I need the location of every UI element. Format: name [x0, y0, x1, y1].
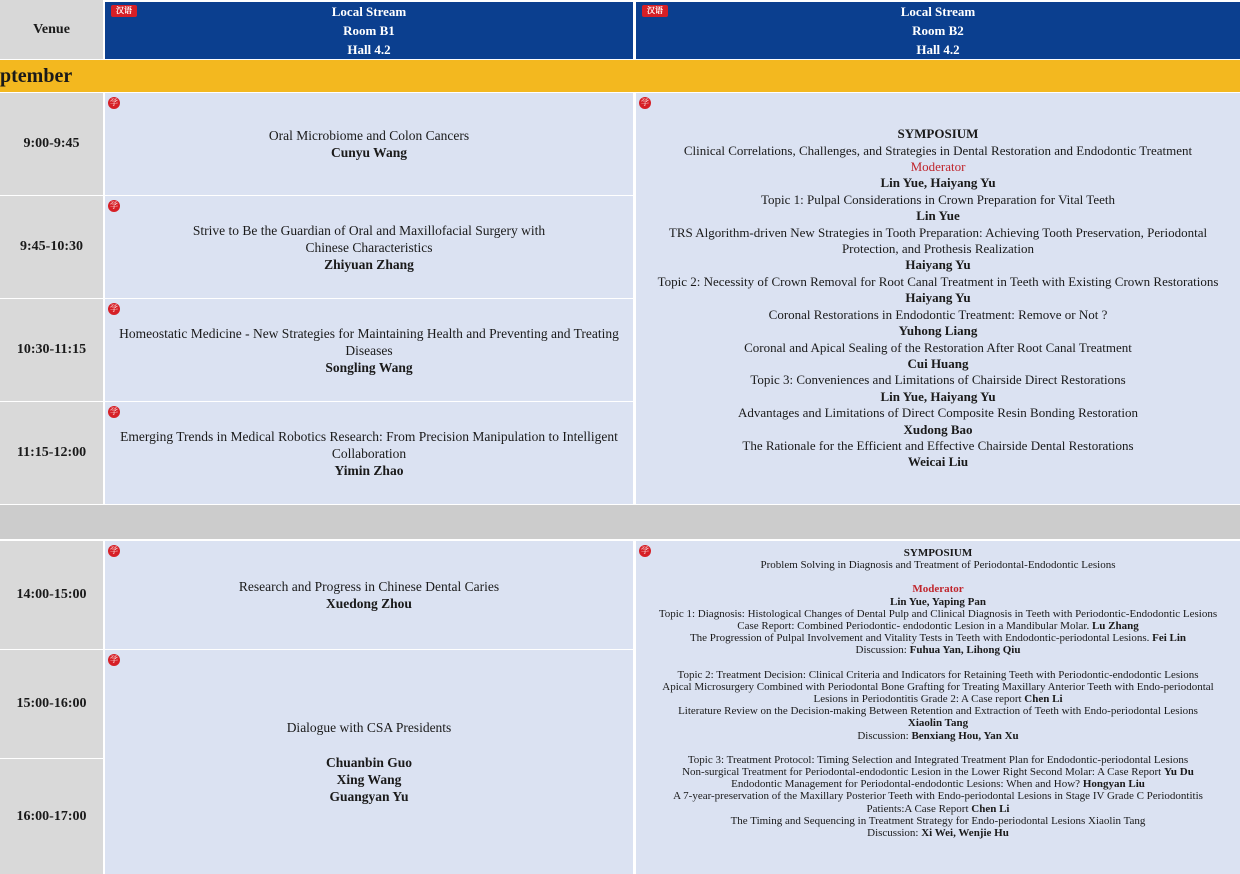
col2-hall-header [636, 40, 1240, 59]
col1-stream-header [105, 2, 633, 21]
symposium-line-text: Lin Yue, Yaping Pan [890, 595, 986, 608]
col2-room: Room B2 [912, 23, 964, 38]
session-cell[interactable] [105, 196, 633, 298]
symposium-line-text: Coronal and Apical Sealing of the Restoration After Root Canal Treatment [744, 339, 1132, 355]
symposium-line-text: Haiyang Yu [905, 257, 971, 273]
symposium-line-text: SYMPOSIUM [903, 547, 973, 559]
col2-stream-header [636, 2, 1240, 21]
symposium-line-text: Topic 1: Diagnosis: Histological Changes of Dental Pulp and Clinical Diagnosis in Teeth with Periodontic-Endodontic Lesions [658, 607, 1218, 620]
session-title: Homeostatic Medicine - New Strategies for Maintaining Health and Preventing and Treating Diseases [119, 325, 619, 358]
symposium-line-text: Topic 2: Necessity of Crown Removal for Root Canal Treatment in Teeth with Existing Crown Restorations [657, 273, 1219, 289]
symposium-line-speaker: Lu Zhang [1091, 620, 1139, 633]
session-cell[interactable] [105, 299, 633, 401]
symposium-line [650, 790, 1226, 814]
symposium-line-text: A 7-year-preservation of the Maxillary Posterior Teeth with Endo-periodontal Lesions in Stage IV Grade C Periodontitis Patients:A Case Report [673, 790, 1203, 815]
session-cell[interactable] [105, 541, 633, 649]
symposium-line-text: Topic 1: Pulpal Considerations in Crown Preparation for Vital Teeth [760, 191, 1115, 207]
session-speaker: Chuanbin Guo [326, 755, 412, 770]
session-title: Emerging Trends in Medical Robotics Research: From Precision Manipulation to Intelligent Collaboration [120, 428, 618, 461]
col1-hall: Hall 4.2 [347, 42, 391, 57]
symposium-line [880, 175, 995, 191]
symposium-line-text: Case Report: Combined Periodontic- endodontic Lesion in a Mandibular Molar. [737, 620, 1090, 633]
symposium-line-text: Lin Yue, Haiyang Yu [880, 175, 996, 191]
symposium-line [646, 225, 1230, 258]
symposium-line-text: The Timing and Sequencing in Treatment Strategy for Endo-periodontal Lesions Xiaolin Tang [730, 814, 1146, 827]
session-cell[interactable] [105, 93, 633, 195]
symposium-line-text: Advantages and Limitations of Direct Composite Resin Bonding Restoration [737, 405, 1139, 421]
academic-session-icon: 学 [110, 304, 118, 313]
col1-stream: Local Stream [331, 4, 407, 19]
symposium-line-text: Discussion: [867, 827, 919, 840]
session-speaker: Guangyan Yu [329, 789, 409, 804]
symposium-line [659, 608, 1217, 620]
venue-label: Venue [33, 21, 70, 37]
time-slot: 10:30-11:15 [0, 299, 103, 401]
symposium-line [742, 438, 1133, 454]
symposium-line-text: Endodontic Management for Periodontal-endodontic Lesions: When and How? [731, 778, 1081, 791]
session-title: Strive to Be the Guardian of Oral and Maxillofacial Surgery with Chinese Characteristics [192, 222, 546, 255]
symposium-line [905, 290, 970, 306]
symposium-line-speaker: Yu Du [1164, 766, 1194, 779]
symposium-line-text: Topic 3: Treatment Protocol: Timing Selection and Integrated Treatment Plan for Endodontic-periodontal Lesions [687, 753, 1189, 766]
symposium-line-text: Literature Review on the Decision-making Between Retention and Extraction of Teeth with Endo-periodontal Lesions [678, 705, 1198, 718]
academic-session-icon: 学 [641, 98, 649, 107]
symposium-line-speaker: Benxiang Hou, Yan Xu [911, 729, 1019, 742]
session-title: Research and Progress in Chinese Dental Caries [238, 579, 500, 594]
symposium-line [911, 159, 966, 175]
symposium-line [880, 389, 995, 405]
chinese-language-badge-icon: 汉语 [111, 5, 137, 17]
symposium-line [904, 422, 973, 438]
symposium-cell-morning[interactable] [636, 93, 1240, 504]
time-slot: 14:00-15:00 [0, 541, 103, 649]
symposium-line-speaker: Xi Wei, Wenjie Hu [921, 827, 1009, 840]
col1-room-header [105, 21, 633, 40]
symposium-line [908, 717, 968, 729]
academic-session-icon: 学 [110, 546, 118, 555]
symposium-line-text: Moderator [910, 159, 966, 175]
session-title: Oral Microbiome and Colon Cancers [268, 128, 470, 143]
symposium-line-text: Lin Yue [916, 208, 960, 224]
symposium-line-text: Non-surgical Treatment for Periodontal-endodontic Lesion in the Lower Right Second Molar: A Case Report [682, 766, 1162, 779]
academic-session-icon: 学 [110, 407, 118, 416]
symposium-line [678, 705, 1198, 717]
symposium-line [769, 307, 1108, 323]
symposium-line [678, 669, 1199, 681]
time-slot: 9:45-10:30 [0, 196, 103, 298]
academic-session-icon: 学 [110, 98, 118, 107]
time-slot: 15:00-16:00 [0, 650, 103, 758]
symposium-line-text: Clinical Correlations, Challenges, and Strategies in Dental Restoration and Endodontic Treatment [683, 142, 1193, 158]
symposium-line [856, 644, 1021, 656]
col2-room-header [636, 21, 1240, 40]
session-cell[interactable] [105, 402, 633, 504]
symposium-line [682, 766, 1194, 778]
symposium-line [684, 143, 1192, 159]
symposium-line-speaker: Chen Li [1024, 693, 1063, 706]
date-band [0, 60, 1240, 92]
session-speaker: Xuedong Zhou [326, 596, 412, 611]
symposium-line [907, 356, 968, 372]
symposium-line [912, 583, 963, 595]
symposium-line-text: Haiyang Yu [905, 290, 971, 306]
symposium-line-speaker: Fuhua Yan, Lihong Qiu [909, 644, 1021, 657]
academic-session-icon: 学 [110, 655, 118, 664]
symposium-line-text: Xiaolin Tang [907, 717, 969, 730]
symposium-line [738, 405, 1138, 421]
symposium-line [916, 208, 959, 224]
symposium-line [899, 323, 978, 339]
symposium-line [760, 559, 1115, 571]
symposium-line-text: Cui Huang [907, 355, 969, 371]
academic-session-icon: 学 [641, 546, 649, 555]
symposium-line [737, 620, 1138, 632]
academic-session-icon: 学 [110, 201, 118, 210]
symposium-line [761, 192, 1115, 208]
session-speaker: Cunyu Wang [331, 145, 407, 160]
symposium-line-text: The Rationale for the Efficient and Effective Chairside Dental Restorations [742, 437, 1134, 453]
symposium-line [908, 454, 968, 470]
session-title: Dialogue with CSA Presidents [286, 720, 452, 735]
date-band-label: ptember [0, 65, 73, 87]
col1-hall-header [105, 40, 633, 59]
symposium-line [750, 372, 1125, 388]
symposium-line-text: TRS Algorithm-driven New Strategies in Tooth Preparation: Achieving Tooth Preservation, Periodontal Protection, and Prothesis Realization [668, 224, 1208, 257]
col2-stream: Local Stream [900, 4, 976, 19]
symposium-line-speaker: Hongyan Liu [1082, 778, 1145, 791]
symposium-line [905, 257, 970, 273]
symposium-line-text: Discussion: [857, 729, 909, 742]
symposium-line-speaker: Chen Li [971, 802, 1010, 815]
symposium-line [658, 274, 1219, 290]
time-slot: 9:00-9:45 [0, 93, 103, 195]
symposium-line-text: Coronal Restorations in Endodontic Treatment: Remove or Not ? [768, 306, 1108, 322]
chinese-language-badge-icon: 汉语 [642, 5, 668, 17]
time-slot: 11:15-12:00 [0, 402, 103, 504]
break-band [0, 505, 1240, 539]
symposium-line-text: Lin Yue, Haiyang Yu [880, 388, 996, 404]
symposium-line [890, 596, 986, 608]
symposium-line-text: SYMPOSIUM [897, 126, 979, 142]
symposium-line-text: Weicai Liu [907, 454, 969, 470]
session-speaker: Zhiyuan Zhang [324, 256, 414, 272]
symposium-line-text: The Progression of Pulpal Involvement and Vitality Tests in Teeth with Endodontic-periodontal Lesions. [689, 632, 1150, 645]
symposium-line-text: Discussion: [855, 644, 907, 657]
symposium-line-text: Moderator [912, 583, 964, 596]
symposium-line-speaker: Fei Lin [1152, 632, 1187, 645]
symposium-line [731, 778, 1145, 790]
symposium-line-text: Xudong Bao [903, 421, 973, 437]
symposium-line-text: Problem Solving in Diagnosis and Treatment of Periodontal-Endodontic Lesions [760, 559, 1116, 572]
session-cell[interactable] [105, 650, 633, 874]
col1-room: Room B1 [343, 23, 395, 38]
time-slot: 16:00-17:00 [0, 759, 103, 874]
symposium-line [867, 827, 1009, 839]
venue-header [0, 0, 103, 59]
symposium-line [690, 632, 1186, 644]
symposium-line-text: Topic 2: Treatment Decision: Clinical Criteria and Indicators for Retaining Teeth with Periodontic-endodontic Lesions [677, 668, 1199, 681]
symposium-line [650, 681, 1226, 705]
symposium-line [904, 547, 972, 559]
symposium-line [898, 126, 979, 142]
symposium-line [857, 730, 1018, 742]
symposium-line [731, 815, 1146, 827]
symposium-line-text: Yuhong Liang [898, 323, 978, 339]
col2-hall: Hall 4.2 [916, 42, 960, 57]
session-speaker: Songling Wang [325, 359, 413, 375]
symposium-line-text: Apical Microsurgery Combined with Periodontal Bone Grafting for Treating Maxillary Anterior Teeth with Endo-periodontal Lesions in Periodontitis Grade 2: A Case report [662, 680, 1214, 706]
symposium-line [688, 754, 1188, 766]
symposium-line [744, 340, 1132, 356]
symposium-cell-afternoon[interactable] [636, 541, 1240, 874]
session-speaker: Yimin Zhao [334, 462, 404, 478]
session-speaker: Xing Wang [336, 772, 402, 787]
symposium-line-text: Topic 3: Conveniences and Limitations of Chairside Direct Restorations [750, 372, 1126, 388]
